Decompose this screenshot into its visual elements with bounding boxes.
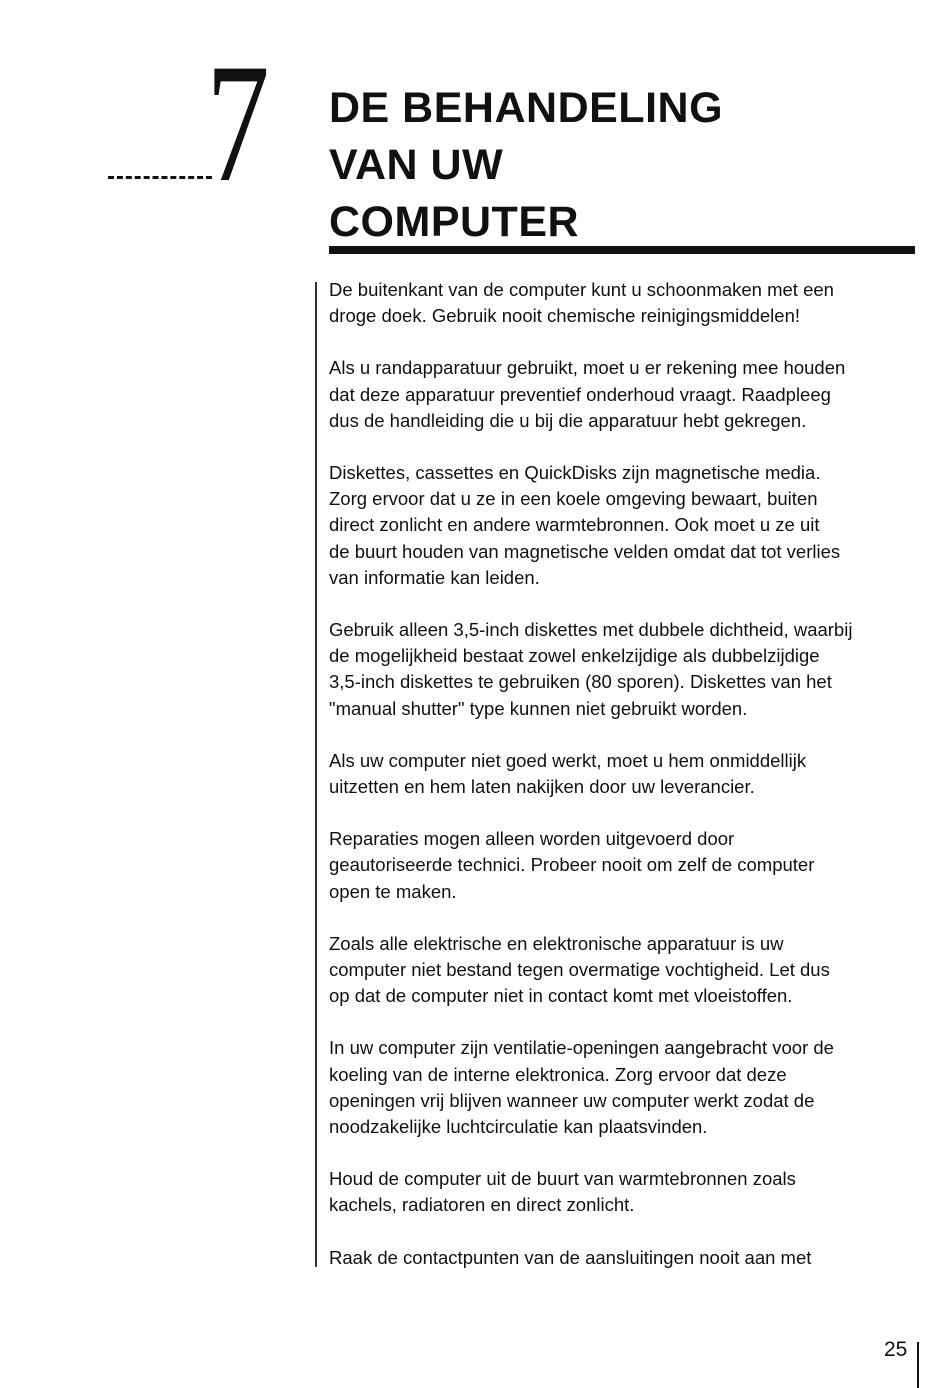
paragraph <box>329 617 924 722</box>
paragraph-line: droge doek. Gebruik nooit chemische reinigingsmiddelen! <box>329 305 800 327</box>
chapter-dash-rule <box>108 176 212 179</box>
paragraph <box>329 355 924 434</box>
paragraph <box>329 826 924 905</box>
paragraph-line: de buurt houden van magnetische velden omdat dat tot verlies <box>329 540 841 562</box>
paragraph-line: Zoals alle elektrische en elektronische apparatuur is uw <box>329 932 784 954</box>
paragraph <box>329 277 924 329</box>
paragraph-line: op dat de computer niet in contact komt met vloeistoffen. <box>329 985 793 1007</box>
body-text <box>329 277 924 1297</box>
paragraph-line: Als u randapparatuur gebruikt, moet u er rekening mee houden <box>329 357 846 379</box>
paragraph <box>329 1035 924 1140</box>
paragraph-line: direct zonlicht en andere warmtebronnen. Ook moet u ze uit <box>329 514 820 536</box>
paragraph-line: openingen vrij blijven wanneer uw computer werkt zodat de <box>329 1089 815 1111</box>
paragraph-line: noodzakelijke luchtcirculatie kan plaatsvinden. <box>329 1116 708 1138</box>
paragraph-line: koeling van de interne elektronica. Zorg ervoor dat deze <box>329 1063 787 1085</box>
paragraph-line: Raak de contactpunten van de aansluitingen nooit aan met <box>329 1246 812 1268</box>
paragraph-line: van informatie kan leiden. <box>329 566 540 588</box>
paragraph <box>329 460 924 591</box>
page-number-rule <box>917 1342 919 1388</box>
paragraph-line: In uw computer zijn ventilatie-openingen aangebracht voor de <box>329 1037 834 1059</box>
paragraph-line: geautoriseerde technici. Probeer nooit om zelf de computer <box>329 854 815 876</box>
chapter-title <box>329 80 723 251</box>
paragraph-line: uitzetten en hem laten nakijken door uw leverancier. <box>329 776 755 798</box>
paragraph-line: dus de handleiding die u bij die apparatuur hebt gekregen. <box>329 409 807 431</box>
paragraph-line: "manual shutter" type kunnen niet gebruikt worden. <box>329 697 748 719</box>
paragraph-line: Zorg ervoor dat u ze in een koele omgeving bewaart, buiten <box>329 488 818 510</box>
chapter-title-line: DE BEHANDELING <box>329 84 724 132</box>
paragraph-line: 3,5-inch diskettes te gebruiken (80 sporen). Diskettes van het <box>329 671 832 693</box>
paragraph-line: Als uw computer niet goed werkt, moet u hem onmiddellijk <box>329 749 807 771</box>
chapter-title-line: VAN UW <box>329 141 504 189</box>
chapter-title-line: COMPUTER <box>329 198 580 246</box>
paragraph-line: Reparaties mogen alleen worden uitgevoerd door <box>329 828 735 850</box>
paragraph <box>329 931 924 1010</box>
page-number: 25 <box>884 1338 908 1361</box>
paragraph-line: open te maken. <box>329 880 457 902</box>
paragraph <box>329 1245 924 1271</box>
paragraph <box>329 748 924 800</box>
chapter-number: 7 <box>206 29 270 217</box>
paragraph-line: computer niet bestand tegen overmatige vochtigheid. Let dus <box>329 959 830 981</box>
paragraph <box>329 1166 924 1218</box>
paragraph-line: kachels, radiatoren en direct zonlicht. <box>329 1194 635 1216</box>
paragraph-line: De buitenkant van de computer kunt u schoonmaken met een <box>329 279 834 300</box>
paragraph-line: Houd de computer uit de buurt van warmtebronnen zoals <box>329 1168 796 1190</box>
title-rule <box>329 246 915 254</box>
paragraph-line: de mogelijkheid bestaat zowel enkelzijdige als dubbelzijdige <box>329 645 820 667</box>
paragraph-line: Diskettes, cassettes en QuickDisks zijn magnetische media. <box>329 462 821 484</box>
margin-vertical-rule <box>315 282 317 1267</box>
paragraph-line: Gebruik alleen 3,5-inch diskettes met dubbele dichtheid, waarbij <box>329 619 853 641</box>
paragraph-line: dat deze apparatuur preventief onderhoud vraagt. Raadpleeg <box>329 383 831 405</box>
